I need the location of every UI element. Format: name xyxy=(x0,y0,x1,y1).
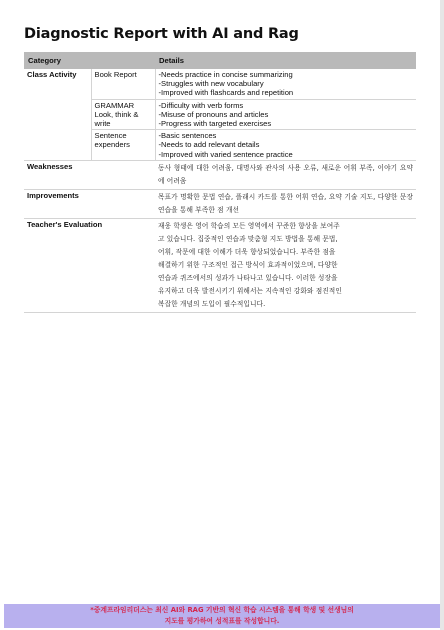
evaluation-line: 연습과 퀴즈에서의 성과가 나타나고 있습니다. 이러한 성장을 xyxy=(158,273,338,282)
subcategory-book-report: Book Report xyxy=(91,69,155,99)
details-grammar xyxy=(155,99,416,130)
table-row xyxy=(24,189,416,218)
detail-line: -Needs practice in concise summarizing xyxy=(158,70,293,79)
footer-line: *중계프라임리더스는 최신 AI와 RAG 기반의 혁신 학습 시스템을 통해 학생 및 선생님의 xyxy=(90,606,354,614)
report-table xyxy=(24,52,416,313)
details-sentence-expenders xyxy=(155,130,416,161)
detail-line: -Misuse of pronouns and articles xyxy=(158,109,269,119)
table-row xyxy=(24,218,416,312)
detail-line: -Basic sentences xyxy=(158,131,217,141)
subcategory-line: Look, think & xyxy=(94,109,139,119)
evaluation-line: 고 있습니다. 집중적인 연습과 맞춤형 지도 방법을 통해 문법, xyxy=(158,234,338,243)
evaluation-line: 유지하고 더욱 발전시키기 위해서는 지속적인 강화와 점진적인 xyxy=(158,286,342,295)
header-category: Category xyxy=(24,52,155,69)
detail-line: -Improved with varied sentence practice xyxy=(158,149,293,159)
details-weaknesses: 동사 형태에 대한 어려움, 대명사와 관사의 사용 오류, 새로운 어휘 부족, 이야기 요약에 어려움 xyxy=(155,160,416,189)
evaluation-line: 어휘, 작문에 대한 이해가 더욱 향상되었습니다. 부족한 점을 xyxy=(158,247,336,256)
report-title: Diagnostic Report with AI and Rag xyxy=(24,26,299,42)
table-header-row xyxy=(24,52,416,69)
subcategory-line: write xyxy=(94,118,111,128)
details-teacher-evaluation xyxy=(155,218,416,312)
detail-line: -Needs to add relevant details xyxy=(158,140,260,150)
detail-line: -Progress with targeted exercises xyxy=(158,119,272,129)
subcategory-line: expenders xyxy=(94,140,130,150)
table-row xyxy=(24,160,416,189)
subcategory-sentence-expenders xyxy=(91,130,155,161)
category-class-activity: Class Activity xyxy=(24,69,91,160)
category-teacher-evaluation: Teacher's Evaluation xyxy=(24,218,155,312)
evaluation-line: 해결하기 위한 구조적인 접근 방식이 효과적이었으며, 다양한 xyxy=(158,260,338,269)
footer-banner xyxy=(4,604,440,628)
detail-line: -Difficulty with verb forms xyxy=(158,100,244,110)
detail-line: -Improved with flashcards and repetition xyxy=(158,88,294,98)
category-improvements: Improvements xyxy=(24,189,155,218)
header-details: Details xyxy=(155,52,416,69)
details-book-report xyxy=(155,69,416,99)
subcategory-line: GRAMMAR xyxy=(94,100,135,110)
evaluation-line: 재웅 학생은 영어 학습의 모든 영역에서 꾸준한 향상을 보여주 xyxy=(158,221,340,230)
details-improvements: 목표가 명확한 문법 연습, 플래시 카드를 통한 어휘 연습, 요약 기술 지도, 다양한 문장 연습을 통해 부족한 점 개선 xyxy=(155,189,416,218)
detail-line: -Struggles with new vocabulary xyxy=(158,79,264,89)
category-weaknesses: Weaknesses xyxy=(24,160,155,189)
footer-line: 지도를 평가하여 성적표를 작성합니다. xyxy=(164,616,280,625)
subcategory-grammar xyxy=(91,99,155,130)
subcategory-line: Sentence xyxy=(94,131,127,141)
evaluation-line: 복잡한 개념의 도입이 필수적입니다. xyxy=(158,299,266,308)
table-row xyxy=(24,69,416,99)
page-edge-shadow xyxy=(440,0,444,630)
